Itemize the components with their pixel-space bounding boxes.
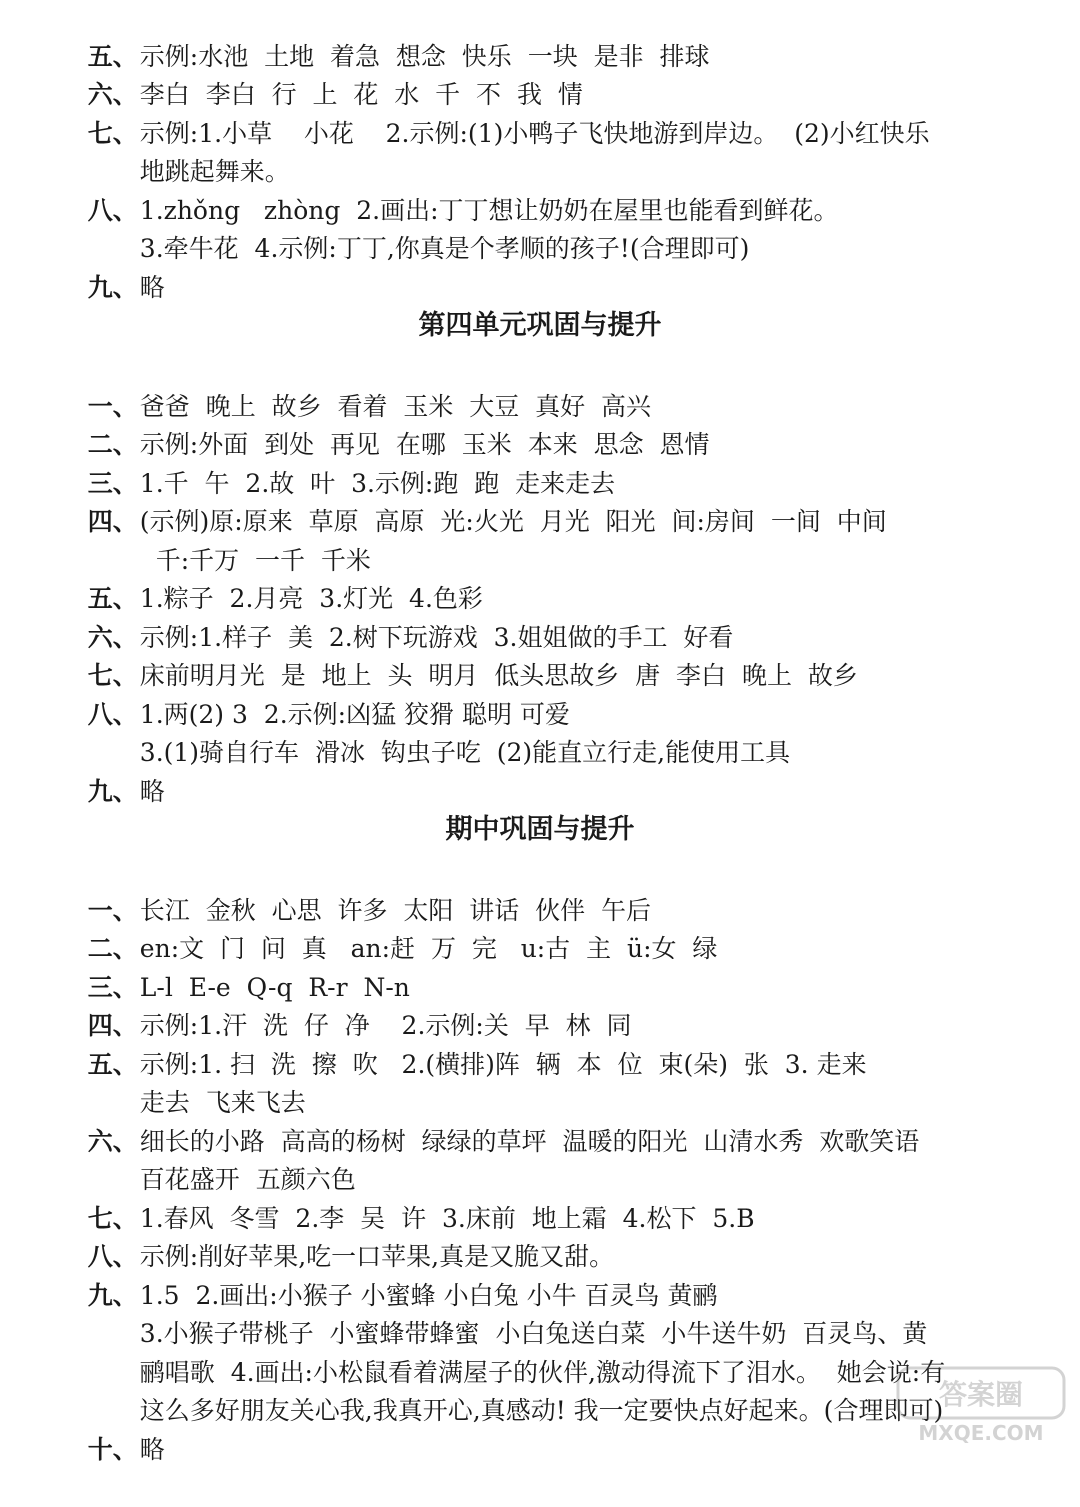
answer-text: 示例:水池 土地 着急 想念 快乐 一块 是非 排球: [139, 42, 710, 71]
answer-line: [56, 1085, 1010, 1156]
answer-line: [56, 542, 1010, 613]
answer-line-continued: [56, 504, 1010, 575]
item-number: 二、: [87, 934, 138, 963]
watermark-logo: [896, 1366, 1066, 1446]
answer-line-continued: [56, 1316, 1010, 1387]
answer-text: 鹂唱歌 4.画出:小松鼠看着满屋子的伙伴,激动得流下了泪水。 她会说:有: [139, 1358, 946, 1387]
item-number: 四、: [87, 1011, 138, 1040]
answer-line-continued: [56, 1123, 1010, 1194]
item-number: 一、: [87, 392, 138, 421]
answer-text: 千:千万 一千 千米: [139, 546, 371, 575]
answer-text: 3.(1)骑自行车 滑冰 钩虫子吃 (2)能直立行走,能使用工具: [139, 738, 791, 767]
answer-line: [56, 465, 1010, 536]
answer-line: [56, 77, 1010, 148]
item-number: 六、: [87, 1127, 138, 1156]
item-number: 一、: [87, 896, 138, 925]
item-number: 七、: [87, 119, 138, 148]
item-number: 六、: [87, 80, 138, 109]
answer-text: 示例:1. 扫 洗 擦 吹 2.(横排)阵 辆 本 位 束(朵) 张 3. 走来: [139, 1050, 867, 1079]
answer-text: 3.小猴子带桃子 小蜜蜂带蜂蜜 小白兔送白菜 小牛送牛奶 百灵鸟、黄: [139, 1319, 928, 1348]
item-number: 十、: [87, 1435, 138, 1464]
item-number: 四、: [87, 507, 138, 536]
answer-line: [56, 0, 1010, 71]
answer-text: L-l E-e Q-q R-r N-n: [139, 973, 410, 1002]
answer-line-continued: [56, 192, 1010, 263]
answer-line: [56, 1200, 1010, 1271]
item-number: 五、: [87, 1050, 138, 1079]
answer-text: 李白 李白 行 上 花 水 千 不 我 情: [139, 80, 583, 109]
item-number: 七、: [87, 1204, 138, 1233]
answer-line: [56, 854, 1010, 925]
answer-line: [56, 350, 1010, 421]
answer-line: [56, 619, 1010, 690]
answer-line: [56, 735, 1010, 806]
answer-text: 示例:1.小草 小花 2.示例:(1)小鸭子飞快地游到岸边。 (2)小红快乐: [139, 119, 930, 148]
answer-text: 1.zhǒng zhòng 2.画出:丁丁想让奶奶在屋里也能看到鲜花。: [139, 196, 839, 225]
answer-line-continued: [56, 696, 1010, 767]
answer-line: [56, 931, 1010, 1002]
section-title: 期中巩固与提升: [445, 814, 635, 845]
item-number: 九、: [87, 273, 138, 302]
answer-line: [56, 154, 1010, 225]
answer-text: 3.牵牛花 4.示例:丁丁,你真是个孝顺的孩子!(合理即可): [139, 234, 750, 263]
item-number: 二、: [87, 430, 138, 459]
answer-text: 示例:1.汗 洗 仔 净 2.示例:关 早 林 同: [139, 1011, 632, 1040]
item-number: 八、: [87, 1242, 138, 1271]
answer-line: [56, 1162, 1010, 1233]
watermark-logo-text: 答案圈: [938, 1378, 1024, 1411]
answer-text: 细长的小路 高高的杨树 绿绿的草坪 温暖的阳光 山清水秀 欢歌笑语: [139, 1127, 920, 1156]
item-number: 五、: [87, 584, 138, 613]
answer-text: 示例:外面 到处 再见 在哪 玉米 本来 思念 恩情: [139, 430, 710, 459]
answer-text: (示例)原:原来 草原 高原 光:火光 月光 阳光 间:房间 一间 中间: [139, 507, 887, 536]
answer-line: [56, 581, 1010, 652]
item-number: 三、: [87, 469, 138, 498]
answer-line-continued: [56, 1277, 1010, 1348]
answer-text: 略: [139, 1435, 165, 1464]
answer-text: 1.5 2.画出:小猴子 小蜜蜂 小白兔 小牛 百灵鸟 黄鹂: [139, 1281, 718, 1310]
section-title: 第四单元巩固与提升: [418, 310, 662, 341]
item-number: 九、: [87, 777, 138, 806]
answer-line: [56, 1239, 1010, 1310]
answer-line: [56, 969, 1010, 1040]
item-number: 五、: [87, 42, 138, 71]
answer-text: 1.千 午 2.故 叶 3.示例:跑 跑 走来走去: [139, 469, 616, 498]
answer-text: 床前明月光 是 地上 头 明月 低头思故乡 唐 李白 晚上 故乡: [139, 661, 858, 690]
answer-text: 示例:1.样子 美 2.树下玩游戏 3.姐姐做的手工 好看: [139, 623, 734, 652]
answer-text: 爸爸 晚上 故乡 看着 玉米 大豆 真好 高兴: [139, 392, 652, 421]
item-number: 八、: [87, 700, 138, 729]
answer-text: 略: [139, 273, 165, 302]
answer-text: 1.两(2) 3 2.示例:凶猛 狡猾 聪明 可爱: [139, 700, 570, 729]
item-number: 九、: [87, 1281, 138, 1310]
answer-text: 示例:削好苹果,吃一口苹果,真是又脆又甜。: [139, 1242, 615, 1271]
item-number: 三、: [87, 973, 138, 1002]
answer-text: 这么多好朋友关心我,我真开心,真感动! 我一定要快点好起来。(合理即可): [139, 1396, 944, 1425]
answer-line: [56, 38, 1010, 109]
watermark-site-text: MXQE.COM: [918, 1421, 1044, 1445]
answer-line-continued: [56, 1046, 1010, 1117]
answer-text: 长江 金秋 心思 许多 太阳 讲话 伙伴 午后: [139, 896, 652, 925]
answer-line: [56, 427, 1010, 498]
answer-line: [56, 658, 1010, 729]
answer-text: 1.春风 冬雪 2.李 吴 许 3.床前 地上霜 4.松下 5.B: [139, 1204, 755, 1233]
answer-line-continued: [56, 115, 1010, 186]
answer-text: en:文 门 问 真 an:赶 万 完 u:古 主 ü:女 绿: [139, 934, 718, 963]
answer-line: [56, 892, 1010, 963]
answer-text: 地跳起舞来。: [139, 157, 290, 186]
answer-text: 走去 飞来飞去: [139, 1088, 306, 1117]
answer-line: [56, 231, 1010, 302]
answer-line: [56, 388, 1010, 459]
answer-text: 略: [139, 777, 165, 806]
answer-line: [56, 1008, 1010, 1079]
answer-text: 1.粽子 2.月亮 3.灯光 4.色彩: [139, 584, 483, 613]
answer-text: 百花盛开 五颜六色: [139, 1165, 356, 1194]
item-number: 七、: [87, 661, 138, 690]
item-number: 八、: [87, 196, 138, 225]
item-number: 六、: [87, 623, 138, 652]
